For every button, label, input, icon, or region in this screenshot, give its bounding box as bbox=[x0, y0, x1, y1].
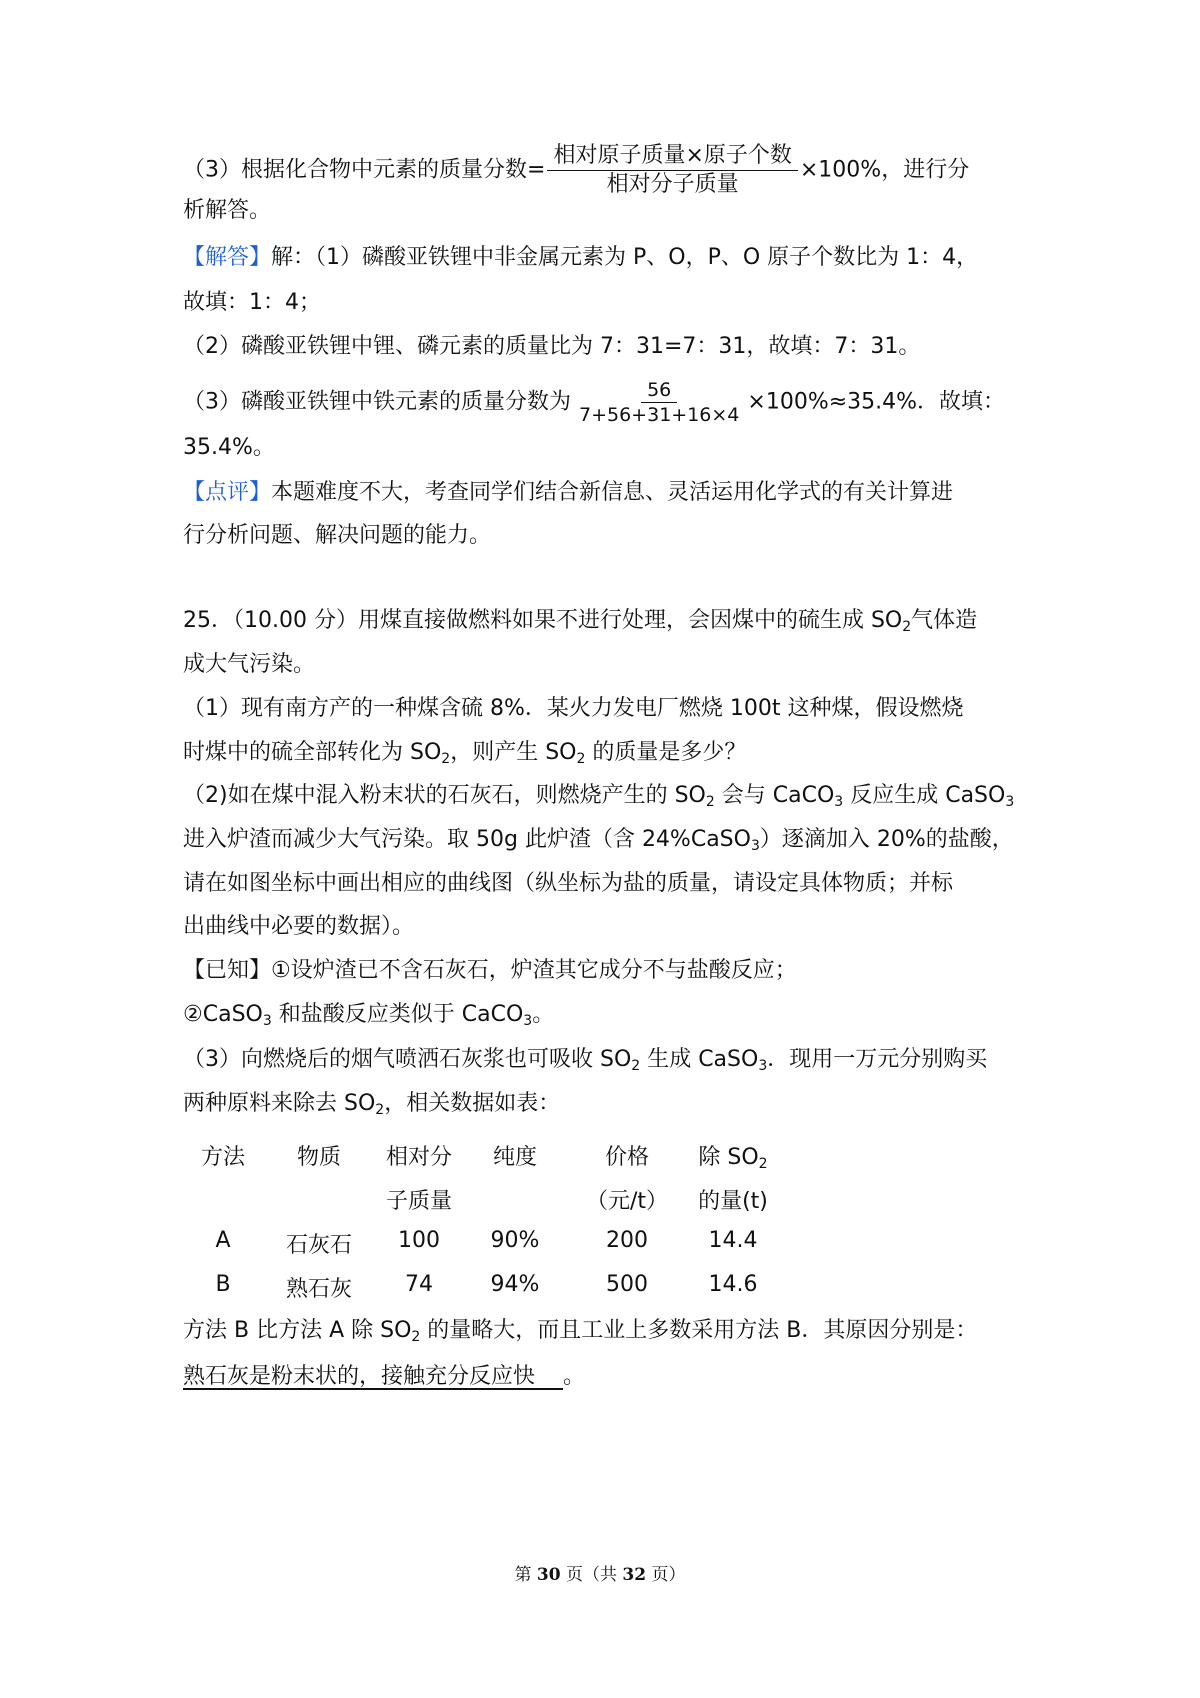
text: （3）向燃烧后的烟气喷洒石灰浆也可吸收 SO bbox=[183, 1047, 632, 1072]
question-25-line-2: 成大气污染。 bbox=[183, 652, 316, 677]
subscript: 2 bbox=[705, 794, 715, 810]
table-header: 物质 bbox=[296, 1145, 341, 1170]
known-line-1: 【已知】①设炉渣已不含石灰石，炉渣其它成分不与盐酸反应； bbox=[183, 958, 797, 983]
text: 生成 CaSO bbox=[640, 1047, 759, 1072]
answer-tag: 【解答】 bbox=[183, 245, 272, 270]
table-cell: B bbox=[215, 1272, 231, 1297]
answer-line-3: （2）磷酸亚铁锂中锂、磷元素的质量比为 7：31=7：31，故填：7：31。 bbox=[183, 334, 921, 359]
subscript: 3 bbox=[758, 1058, 768, 1074]
text: ×100%，进行分 bbox=[799, 157, 970, 183]
subscript: 3 bbox=[1005, 794, 1015, 810]
answer-line-1 bbox=[183, 243, 1023, 273]
text: 本题难度不大，考查同学们结合新信息、灵活运用化学式的有关计算进 bbox=[271, 480, 954, 505]
subscript: 2 bbox=[375, 1102, 385, 1118]
text: 方法 B 比方法 A 除 SO bbox=[183, 1318, 412, 1343]
table-header: 方法 bbox=[200, 1145, 245, 1170]
formula-line bbox=[183, 142, 1023, 199]
subscript: 2 bbox=[902, 619, 912, 635]
table-cell: 94% bbox=[490, 1272, 540, 1297]
text: 的量略大，而且工业上多数采用方法 B．其原因分别是： bbox=[420, 1318, 978, 1343]
part-3-line-2 bbox=[183, 1089, 1023, 1119]
text: （2)如在煤中混入粉末状的石灰石，则燃烧产生的 SO bbox=[183, 783, 706, 808]
page-number: 30 bbox=[536, 1565, 561, 1585]
text: 反应生成 CaSO bbox=[843, 783, 1006, 808]
answer-line-4 bbox=[183, 378, 1023, 427]
table-cell: 14.4 bbox=[708, 1228, 758, 1253]
text: 解：（1）磷酸亚铁锂中非金属元素为 P、O，P、O 原子个数比为 1：4， bbox=[271, 245, 979, 270]
subscript: 2 bbox=[758, 1156, 768, 1172]
table-cell: 熟石灰 bbox=[285, 1277, 352, 1302]
page-footer bbox=[0, 1560, 1200, 1585]
subscript: 2 bbox=[576, 751, 586, 767]
table-cell: 14.6 bbox=[708, 1272, 758, 1297]
text: ②CaSO bbox=[183, 1002, 263, 1027]
table-header: 价格 bbox=[604, 1145, 649, 1170]
fraction-denominator: 相对分子质量 bbox=[606, 172, 739, 197]
text: ，则产生 SO bbox=[450, 740, 577, 765]
conclusion-line-1 bbox=[183, 1316, 1023, 1346]
table-cell: 74 bbox=[405, 1272, 433, 1297]
text: 。 bbox=[563, 1364, 586, 1389]
text: ）逐滴加入 20%的盐酸， bbox=[759, 827, 1014, 852]
comment-tag: 【点评】 bbox=[183, 480, 272, 505]
text: 会与 CaCO bbox=[714, 783, 835, 808]
part-2-line-1 bbox=[183, 781, 1023, 811]
table-cell: 200 bbox=[606, 1228, 648, 1253]
text: 。 bbox=[532, 1002, 555, 1027]
subscript: 3 bbox=[834, 794, 844, 810]
table-header bbox=[683, 1140, 783, 1171]
text: 页） bbox=[646, 1565, 686, 1585]
part-2-line-2 bbox=[183, 825, 1023, 855]
text: 时煤中的硫全部转化为 SO bbox=[183, 740, 442, 765]
table-cell: 石灰石 bbox=[285, 1233, 352, 1258]
comment-line-2: 行分析问题、解决问题的能力。 bbox=[183, 523, 492, 548]
text: 第 bbox=[514, 1565, 537, 1585]
table-cell: 100 bbox=[398, 1228, 440, 1253]
text-line: 析解答。 bbox=[183, 198, 272, 223]
subscript: 2 bbox=[411, 1329, 421, 1345]
subscript: 2 bbox=[441, 751, 451, 767]
fraction-numerator: 56 bbox=[641, 378, 677, 403]
fraction-denominator: 7+56+31+16×4 bbox=[579, 404, 740, 426]
table-header: 的量(t) bbox=[698, 1189, 768, 1214]
table-header: 子质量 bbox=[385, 1189, 452, 1214]
answer-line-5: 35.4%。 bbox=[183, 435, 275, 460]
part-3-line-1 bbox=[183, 1045, 1023, 1075]
mass-fraction-formula bbox=[547, 142, 797, 199]
text: 的质量是多少？ bbox=[585, 740, 747, 765]
text: 25．（10.00 分）用煤直接做燃料如果不进行处理，会因煤中的硫生成 SO bbox=[183, 608, 903, 633]
part-2-line-4: 出曲线中必要的数据）。 bbox=[183, 914, 415, 939]
conclusion-line-2 bbox=[183, 1362, 1023, 1392]
part-1-line-2 bbox=[183, 738, 1023, 768]
text: 和盐酸反应类似于 CaCO bbox=[271, 1002, 524, 1027]
comment-line-1 bbox=[183, 478, 1023, 508]
subscript: 3 bbox=[262, 1013, 272, 1029]
subscript: 2 bbox=[631, 1058, 641, 1074]
table-cell: A bbox=[215, 1228, 231, 1253]
text: ，相关数据如表： bbox=[384, 1091, 561, 1116]
text: ×100%≈35.4%．故填： bbox=[747, 389, 1006, 415]
question-25-line-1 bbox=[183, 606, 1023, 636]
table-header: 相对分 bbox=[385, 1145, 452, 1170]
total-pages: 32 bbox=[622, 1565, 647, 1585]
answer-blank: 熟石灰是粉末状的，接触充分反应快 bbox=[183, 1364, 536, 1389]
text: ．现用一万元分别购买 bbox=[767, 1047, 988, 1072]
answer-line-2: 故填：1：4； bbox=[183, 290, 321, 315]
subscript: 3 bbox=[750, 838, 760, 854]
text: 气体造 bbox=[911, 608, 978, 633]
text: 页（共 bbox=[560, 1565, 623, 1585]
table-header: （元/t） bbox=[585, 1189, 669, 1214]
text: 两种原料来除去 SO bbox=[183, 1091, 376, 1116]
text: 进入炉渣而减少大气污染。取 50g 此炉渣（含 24%CaSO bbox=[183, 827, 751, 852]
text: （3）磷酸亚铁锂中铁元素的质量分数为 bbox=[183, 389, 571, 415]
fraction-numerator: 相对原子质量×原子个数 bbox=[547, 142, 797, 171]
subscript: 3 bbox=[523, 1013, 533, 1029]
text: 除 SO bbox=[698, 1145, 759, 1170]
table-cell: 500 bbox=[606, 1272, 648, 1297]
table-header: 纯度 bbox=[492, 1145, 537, 1170]
iron-fraction-formula bbox=[573, 378, 745, 427]
text: （3）根据化合物中元素的质量分数= bbox=[183, 157, 546, 183]
table-cell: 90% bbox=[490, 1228, 540, 1253]
part-1-line-1: （1）现有南方产的一种煤含硫 8%．某火力发电厂燃烧 100t 这种煤，假设燃烧 bbox=[183, 696, 964, 721]
known-line-2 bbox=[183, 1000, 1023, 1030]
answer-blank-padding bbox=[535, 1364, 563, 1389]
part-2-line-3: 请在如图坐标中画出相应的曲线图（纵坐标为盐的质量，请设定具体物质；并标 bbox=[183, 871, 954, 896]
